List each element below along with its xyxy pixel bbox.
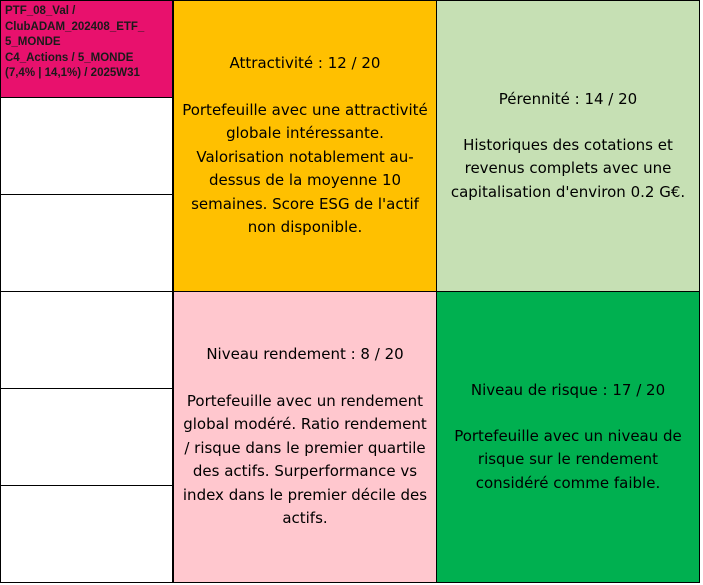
rendement-description: Portefeuille avec un rendement global modéré. Ratio rendement / risque dans le premier quartile des actifs. Surperformance vs index dans le premier décile des actifs. <box>182 391 428 528</box>
portfolio-header-line: (7,4% | 14,1%) / 2025W31 <box>5 67 140 79</box>
rendement-card <box>173 291 437 583</box>
perennite-card <box>436 0 700 292</box>
empty-cell <box>0 194 173 292</box>
portfolio-header-line: 5_MONDE <box>5 36 61 48</box>
empty-cell <box>0 291 173 389</box>
portfolio-header <box>0 0 173 98</box>
perennite-description: Historiques des cotations et revenus complets avec une capitalisation d'environ 0.2 G€. <box>450 135 686 201</box>
empty-cell <box>0 388 173 486</box>
portfolio-header-line: ClubADAM_202408_ETF_ <box>5 20 145 33</box>
attractivite-description: Portefeuille avec une attractivité globale intéressante. Valorisation notablement au- dessus de la moyenne 10 semaines. Score ESG de l'actif non disponible. <box>182 100 428 237</box>
empty-cell <box>0 485 173 583</box>
risque-description: Portefeuille avec un niveau de risque sur le rendement considéré comme faible. <box>454 426 682 492</box>
attractivite-title: Attractivité : 12 / 20 <box>229 54 381 73</box>
portfolio-header-line: C4_Actions / 5_MONDE <box>5 51 134 64</box>
risque-card <box>436 291 700 583</box>
empty-cell <box>0 97 173 195</box>
risque-title: Niveau de risque : 17 / 20 <box>470 381 666 399</box>
perennite-title: Pérennité : 14 / 20 <box>498 90 638 108</box>
attractivite-card <box>173 0 437 292</box>
portfolio-header-line: PTF_08_Val / <box>5 5 76 17</box>
rendement-title: Niveau rendement : 8 / 20 <box>206 345 404 364</box>
